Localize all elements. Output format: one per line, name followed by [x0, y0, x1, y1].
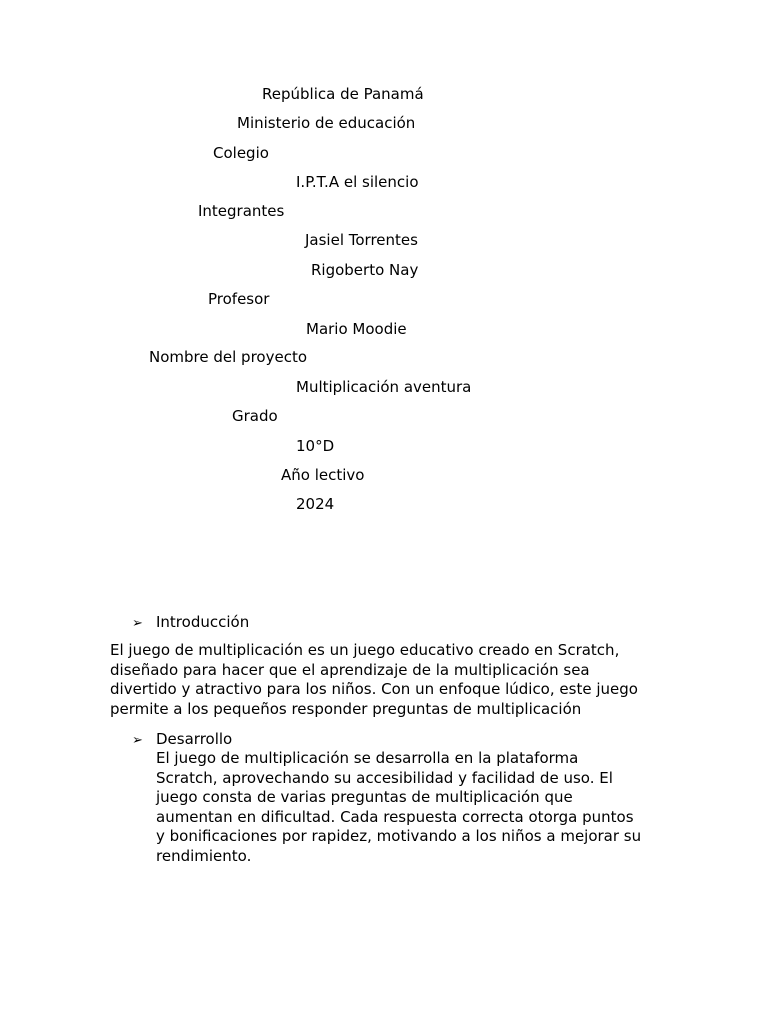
project-name: Multiplicación aventura: [296, 378, 472, 396]
paragraph-line: rendimiento.: [156, 846, 252, 865]
development-heading-text: Desarrollo: [156, 730, 233, 748]
intro-heading: [132, 612, 249, 634]
paragraph-line: y bonificaciones por rapidez, motivando a los niños a mejorar su: [156, 827, 642, 846]
paragraph-line: permite a los pequeños responder preguntas de multiplicación: [110, 699, 582, 718]
project-label: Nombre del proyecto: [149, 348, 307, 366]
member-name: Jasiel Torrentes: [305, 231, 418, 249]
paragraph-line: divertido y atractivo para los niños. Con un enfoque lúdico, este juego: [110, 680, 638, 699]
school-year-label: Año lectivo: [281, 466, 365, 484]
arrow-bullet-icon: ➢: [132, 733, 143, 748]
intro-heading-text: Introducción: [156, 613, 250, 631]
paragraph-line: El juego de multiplicación es un juego educativo creado en Scratch,: [110, 641, 620, 659]
members-label: Integrantes: [198, 202, 285, 220]
grade-label: Grado: [232, 407, 278, 425]
school-year-value: 2024: [296, 495, 335, 513]
arrow-bullet-icon: ➢: [132, 616, 143, 631]
school-label: Colegio: [213, 144, 269, 162]
paragraph-line: aumentan en dificultad. Cada respuesta correcta otorga puntos: [156, 807, 634, 826]
teacher-name: Mario Moodie: [306, 320, 407, 338]
country-title: República de Panamá: [262, 85, 424, 103]
development-paragraph: [156, 749, 676, 867]
ministry-title: Ministerio de educación: [237, 114, 416, 132]
paragraph-line: juego consta de varias preguntas de multiplicación que: [156, 788, 573, 807]
school-name: I.P.T.A el silencio: [296, 173, 419, 191]
paragraph-line: diseñado para hacer que el aprendizaje de la multiplicación sea: [110, 660, 590, 679]
paragraph-line: Scratch, aprovechando su accesibilidad y facilidad de uso. El: [156, 768, 613, 787]
intro-paragraph: [110, 641, 670, 719]
paragraph-line: El juego de multiplicación se desarrolla en la plataforma: [156, 749, 579, 767]
development-heading: [132, 729, 232, 751]
grade-value: 10°D: [296, 437, 335, 455]
teacher-label: Profesor: [208, 290, 270, 308]
member-name: Rigoberto Nay: [311, 261, 419, 279]
